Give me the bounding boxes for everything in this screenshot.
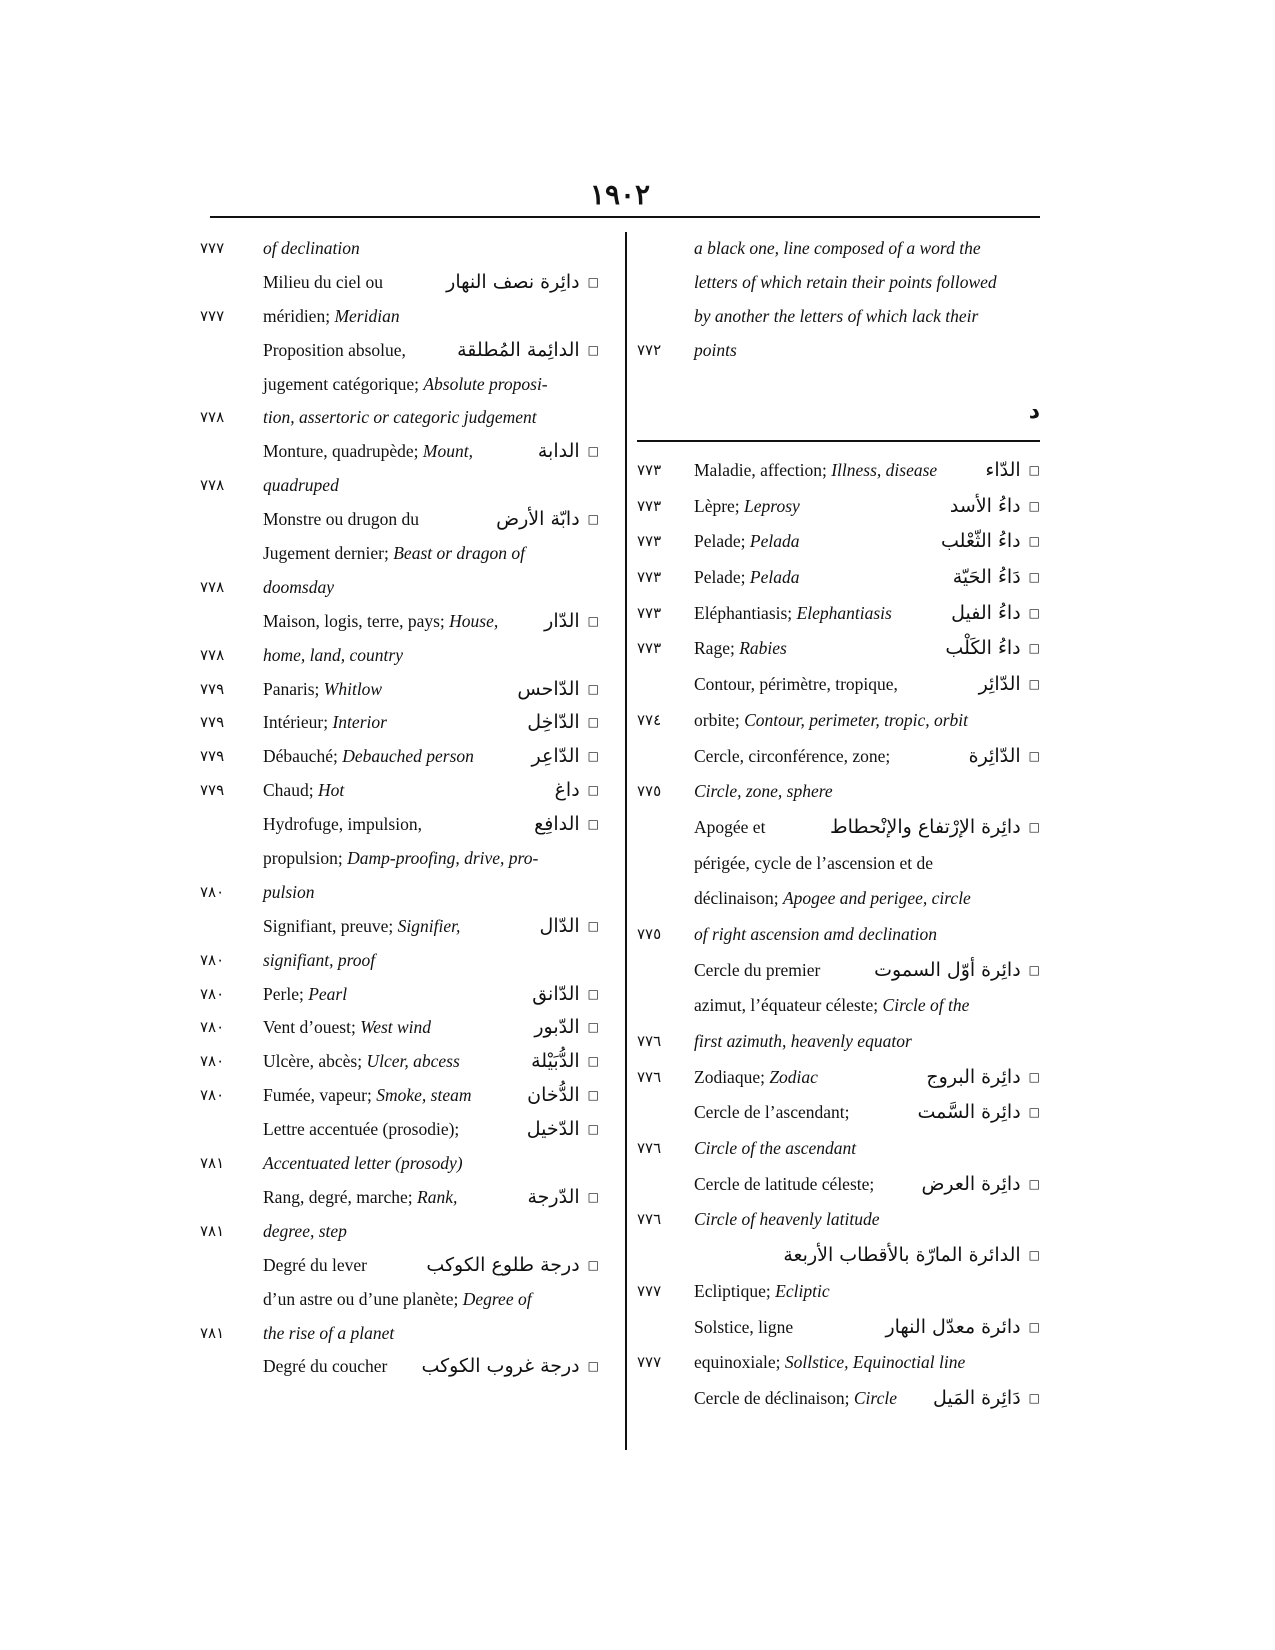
entry-definition: Monture, quadrupède; Mount, bbox=[263, 441, 473, 462]
entry-number: ٧٨١ bbox=[200, 1323, 225, 1342]
column-divider bbox=[625, 232, 627, 1450]
left-entry-row bbox=[200, 740, 615, 774]
entry-number: ٧٧٧ bbox=[200, 306, 225, 325]
right-entry-row bbox=[637, 953, 1040, 989]
entry-definition: périgée, cycle de l’ascension et de bbox=[694, 852, 934, 873]
left-entry-row bbox=[200, 978, 615, 1012]
left-entry-row bbox=[200, 1147, 615, 1181]
entry-definition: pulsion bbox=[263, 881, 315, 902]
entry-definition: azimut, l’équateur céleste; Circle of the bbox=[694, 995, 970, 1016]
entry-number: ٧٧٨ bbox=[200, 577, 225, 596]
entry-definition: Cercle de déclinaison; Circle bbox=[694, 1387, 897, 1408]
entry-bullet-icon: □ bbox=[1028, 463, 1040, 477]
entry-definition: Degré du lever bbox=[263, 1254, 367, 1275]
left-entry-row bbox=[200, 266, 615, 300]
continued-row bbox=[637, 266, 1040, 300]
entry-definition: signifiant, proof bbox=[263, 949, 376, 970]
entry-definition: Apogée et bbox=[694, 816, 766, 837]
left-entry-row bbox=[200, 842, 615, 876]
entry-number: ٧٧٣ bbox=[637, 568, 662, 587]
right-entry-row bbox=[637, 560, 1040, 596]
entry-bullet-icon: □ bbox=[1028, 534, 1040, 549]
entry-number: ٧٧٣ bbox=[637, 461, 662, 479]
entry-definition: of declination bbox=[263, 238, 360, 258]
entry-bullet-icon: □ bbox=[587, 1122, 599, 1137]
left-entry-row bbox=[200, 1350, 615, 1384]
header-rule bbox=[210, 216, 1040, 218]
entry-number: ٧٧٣ bbox=[637, 496, 662, 515]
right-entry-row bbox=[637, 489, 1040, 525]
entry-definition: home, land, country bbox=[263, 644, 403, 665]
entry-definition: Jugement dernier; Beast or dragon of bbox=[263, 543, 525, 564]
entry-bullet-icon: □ bbox=[587, 681, 599, 696]
entry-definition: degree, step bbox=[263, 1220, 347, 1241]
entry-headword: □دائِرة السَّمت bbox=[917, 1101, 1040, 1124]
left-entry-row bbox=[200, 232, 615, 266]
continued-entry bbox=[637, 232, 1040, 368]
left-entry-row bbox=[200, 368, 615, 402]
entry-number: ٧٧٣ bbox=[637, 639, 662, 658]
entry-definition: Accentuated letter (prosody) bbox=[263, 1153, 463, 1174]
entry-definition: doomsday bbox=[263, 576, 334, 597]
entry-bullet-icon: □ bbox=[587, 444, 599, 459]
entry-bullet-icon: □ bbox=[587, 918, 599, 933]
entry-definition: Circle, zone, sphere bbox=[694, 781, 833, 802]
left-column bbox=[200, 232, 615, 1384]
entry-definition: Lèpre; Leprosy bbox=[694, 495, 800, 516]
left-entry-row bbox=[200, 1011, 615, 1045]
entry-definition: Monstre ou drugon du bbox=[263, 509, 420, 530]
left-entry-row bbox=[200, 469, 615, 503]
entry-number: ٧٧٢ bbox=[637, 340, 662, 359]
entry-number: ٧٧٦ bbox=[637, 1139, 662, 1158]
entry-headword: □دائرة معدّل النهار bbox=[885, 1315, 1040, 1338]
entry-headword: □الدّاعِر bbox=[531, 745, 599, 768]
entry-bullet-icon: □ bbox=[587, 1088, 599, 1103]
left-entry-row bbox=[200, 435, 615, 469]
right-entry-row bbox=[637, 881, 1040, 917]
left-entry-row bbox=[200, 706, 615, 740]
right-entry-row bbox=[637, 524, 1040, 560]
entry-definition: Milieu du ciel ou bbox=[263, 271, 384, 292]
entry-number: ٧٨٠ bbox=[200, 950, 225, 969]
entry-definition: the rise of a planet bbox=[263, 1322, 395, 1343]
right-entry-row bbox=[637, 1345, 1040, 1381]
entry-definition: points bbox=[694, 339, 737, 360]
entry-number: ٧٧٤ bbox=[637, 710, 662, 729]
entry-definition: Panaris; Whitlow bbox=[263, 678, 383, 699]
left-entry-row bbox=[200, 401, 615, 435]
entry-definition: Fumée, vapeur; Smoke, steam bbox=[263, 1085, 472, 1106]
entry-bullet-icon: □ bbox=[1028, 677, 1040, 692]
entry-bullet-icon: □ bbox=[1028, 1105, 1040, 1120]
entry-definition: Ecliptique; Ecliptic bbox=[694, 1280, 830, 1301]
entry-number: ٧٧٦ bbox=[637, 1032, 662, 1050]
entry-definition: jugement catégorique; Absolute proposi- bbox=[263, 373, 548, 394]
entry-bullet-icon: □ bbox=[587, 512, 599, 527]
left-entry-row bbox=[200, 673, 615, 707]
right-column bbox=[637, 232, 1040, 1409]
entry-definition: Vent d’ouest; West wind bbox=[263, 1017, 432, 1038]
right-entry-row bbox=[637, 1167, 1040, 1203]
entry-bullet-icon: □ bbox=[1028, 1176, 1040, 1191]
entry-bullet-icon: □ bbox=[1028, 819, 1040, 834]
left-entry-row bbox=[200, 910, 615, 944]
entry-definition: Intérieur; Interior bbox=[263, 712, 387, 733]
entry-definition: Pelade; Pelada bbox=[694, 567, 800, 588]
entry-headword: □الدّبور bbox=[534, 1016, 599, 1039]
entry-definition: Rage; Rabies bbox=[694, 638, 787, 659]
left-entry-row bbox=[200, 1079, 615, 1113]
entry-number: ٧٨٠ bbox=[200, 1086, 225, 1105]
entry-definition: Degré du coucher bbox=[263, 1356, 388, 1377]
right-entry-row bbox=[637, 1202, 1040, 1238]
continued-row bbox=[637, 300, 1040, 334]
entry-definition: Circle of heavenly latitude bbox=[694, 1209, 880, 1230]
entry-bullet-icon: □ bbox=[587, 613, 599, 628]
entry-definition: Maladie, affection; Illness, disease bbox=[694, 460, 938, 480]
left-entry-row bbox=[200, 334, 615, 368]
entry-number: ٧٧٨ bbox=[200, 408, 225, 427]
entry-definition: Zodiaque; Zodiac bbox=[694, 1066, 818, 1087]
left-entry-row bbox=[200, 639, 615, 673]
entry-definition: Contour, périmètre, tropique, bbox=[694, 674, 898, 695]
entry-bullet-icon: □ bbox=[587, 1257, 599, 1272]
entry-bullet-icon: □ bbox=[587, 1054, 599, 1069]
entry-number: ٧٧٣ bbox=[637, 532, 662, 551]
entry-definition: Lettre accentuée (prosodie); bbox=[263, 1119, 460, 1140]
entry-definition: by another the letters of which lack their bbox=[694, 305, 979, 326]
entry-bullet-icon: □ bbox=[587, 749, 599, 764]
entry-headword: □الدّاء bbox=[985, 459, 1040, 481]
entry-definition: Chaud; Hot bbox=[263, 780, 345, 801]
entry-definition: orbite; Contour, perimeter, tropic, orbit bbox=[694, 709, 968, 730]
entry-headword: □دائِرة الإرْتفاع والإنْحطاط bbox=[830, 815, 1040, 838]
entry-number: ٧٧٩ bbox=[200, 713, 225, 732]
left-entry-row bbox=[200, 571, 615, 605]
entry-headword: □دابّة الأرض bbox=[496, 508, 599, 531]
left-entry-row bbox=[200, 537, 615, 571]
left-entry-row bbox=[200, 1215, 615, 1249]
entry-number: ٧٨١ bbox=[200, 1221, 225, 1240]
right-entry-row bbox=[637, 1310, 1040, 1346]
entry-definition: Hydrofuge, impulsion, bbox=[263, 814, 422, 835]
entry-headword: □الدائرة المارّة بالأقطاب الأربعة bbox=[783, 1244, 1040, 1267]
entry-bullet-icon: □ bbox=[1028, 1069, 1040, 1084]
entry-definition: letters of which retain their points followed bbox=[694, 271, 997, 292]
entry-number: ٧٧٧ bbox=[200, 239, 225, 257]
left-entry-row bbox=[200, 1045, 615, 1079]
right-entry-row bbox=[637, 810, 1040, 846]
entry-bullet-icon: □ bbox=[1028, 1319, 1040, 1334]
left-entry-row bbox=[200, 774, 615, 808]
entry-definition: first azimuth, heavenly equator bbox=[694, 1031, 912, 1051]
entry-headword: □داءُ الكَلْب bbox=[945, 637, 1040, 660]
right-entry-row bbox=[637, 739, 1040, 775]
entry-definition: equinoxiale; Sollstice, Equinoctial line bbox=[694, 1352, 966, 1373]
entry-definition: Cercle de latitude céleste; bbox=[694, 1173, 875, 1194]
left-entry-row bbox=[200, 1283, 615, 1317]
entry-number: ٧٧٨ bbox=[200, 476, 225, 495]
entry-headword: □الدّال bbox=[539, 914, 599, 937]
right-entry-row bbox=[637, 596, 1040, 632]
right-entry-row bbox=[637, 453, 1040, 489]
entry-definition: Proposition absolue, bbox=[263, 339, 406, 360]
entry-definition: Cercle, circonférence, zone; bbox=[694, 745, 891, 766]
right-entry-row bbox=[637, 846, 1040, 882]
entry-headword: □الدّخيل bbox=[526, 1118, 599, 1141]
entry-bullet-icon: □ bbox=[587, 986, 599, 1001]
right-entries bbox=[637, 453, 1040, 1417]
entry-number: ٧٨٠ bbox=[200, 1018, 225, 1037]
entry-headword: □الدّانق bbox=[532, 982, 599, 1005]
entry-headword: □الدُّخان bbox=[527, 1084, 599, 1107]
entry-headword: □الدّاحس bbox=[517, 677, 599, 700]
entry-bullet-icon: □ bbox=[587, 1359, 599, 1374]
entry-number: ٧٧٩ bbox=[200, 747, 225, 766]
entry-definition: Pelade; Pelada bbox=[694, 531, 800, 552]
right-entry-row bbox=[637, 1381, 1040, 1417]
entry-headword: □درجة طلوع الكوكب bbox=[426, 1253, 599, 1276]
entry-headword: □الدّائِر bbox=[978, 673, 1040, 696]
entry-definition: Ulcère, abcès; Ulcer, abcess bbox=[263, 1051, 460, 1072]
right-entry-row bbox=[637, 1024, 1040, 1060]
left-entry-row bbox=[200, 503, 615, 537]
entry-definition: propulsion; Damp-proofing, drive, pro- bbox=[263, 848, 539, 869]
left-entry-row bbox=[200, 1113, 615, 1147]
entry-number: ٧٧٥ bbox=[637, 782, 662, 801]
continued-row bbox=[637, 232, 1040, 266]
right-entry-row bbox=[637, 1060, 1040, 1096]
right-entry-row bbox=[637, 703, 1040, 739]
entry-definition: Cercle de l’ascendant; bbox=[694, 1102, 850, 1123]
entry-definition: quadruped bbox=[263, 475, 339, 496]
entry-headword: □داغ bbox=[554, 779, 599, 802]
entry-definition: tion, assertoric or categoric judgement bbox=[263, 407, 537, 428]
entry-headword: □دَائِرة المَيل bbox=[932, 1386, 1040, 1409]
entry-headword: □الدائِمة المُطلقة bbox=[457, 338, 599, 361]
entry-definition: déclinaison; Apogee and perigee, circle bbox=[694, 888, 971, 909]
left-entry-row bbox=[200, 808, 615, 842]
entry-definition: Eléphantiasis; Elephantiasis bbox=[694, 602, 892, 623]
entry-definition: Signifiant, preuve; Signifier, bbox=[263, 915, 461, 936]
left-entry-row bbox=[200, 1249, 615, 1283]
entry-number: ٧٧٧ bbox=[637, 1281, 662, 1300]
right-entry-row bbox=[637, 631, 1040, 667]
entry-bullet-icon: □ bbox=[587, 715, 599, 730]
entry-number: ٧٨٠ bbox=[200, 984, 225, 1003]
left-entry-row bbox=[200, 1181, 615, 1215]
right-entry-row bbox=[637, 1095, 1040, 1131]
entry-definition: Rang, degré, marche; Rank, bbox=[263, 1186, 458, 1207]
entry-bullet-icon: □ bbox=[587, 1189, 599, 1204]
entry-number: ٧٨١ bbox=[200, 1154, 225, 1173]
entry-bullet-icon: □ bbox=[1028, 1248, 1040, 1263]
entry-bullet-icon: □ bbox=[587, 817, 599, 832]
left-entry-row bbox=[200, 944, 615, 978]
entry-headword: □الدافِع bbox=[534, 813, 599, 836]
entry-bullet-icon: □ bbox=[587, 274, 599, 289]
entry-definition: d’un astre ou d’une planète; Degree of bbox=[263, 1288, 532, 1309]
entry-definition: Cercle du premier bbox=[694, 959, 821, 980]
entry-headword: □دائِرة أوّل السموت bbox=[874, 958, 1040, 981]
entry-bullet-icon: □ bbox=[1028, 962, 1040, 977]
left-entry-row bbox=[200, 1317, 615, 1351]
entry-number: ٧٧٩ bbox=[200, 781, 225, 800]
entry-definition: Débauché; Debauched person bbox=[263, 746, 474, 767]
left-entry-row bbox=[200, 605, 615, 639]
right-entry-row bbox=[637, 667, 1040, 703]
entry-definition: méridien; Meridian bbox=[263, 305, 400, 326]
entry-number: ٧٧٨ bbox=[200, 645, 225, 664]
entry-number: ٧٧٦ bbox=[637, 1210, 662, 1229]
right-entry-row bbox=[637, 917, 1040, 953]
entry-headword: □دائِرة نصف النهار bbox=[446, 270, 599, 293]
section-rule bbox=[637, 440, 1040, 442]
continued-row bbox=[637, 334, 1040, 368]
entry-number: ٧٧٦ bbox=[637, 1067, 662, 1086]
entry-headword: □داءُ الثّعْلب bbox=[941, 530, 1040, 553]
entry-bullet-icon: □ bbox=[1028, 498, 1040, 513]
section-letter: د bbox=[1028, 399, 1040, 424]
entry-headword: □داءُ الأسد bbox=[949, 494, 1040, 517]
entry-headword: □الدُّبَيْلة bbox=[531, 1050, 599, 1073]
entry-number: ٧٨٠ bbox=[200, 1052, 225, 1071]
entry-headword: □الدّاخِل bbox=[527, 711, 599, 734]
entry-bullet-icon: □ bbox=[1028, 748, 1040, 763]
right-entry-row bbox=[637, 1131, 1040, 1167]
entry-headword: □الدّرجة bbox=[527, 1185, 599, 1208]
entry-definition: of right ascension amd declination bbox=[694, 923, 938, 944]
left-entry-row bbox=[200, 300, 615, 334]
entry-bullet-icon: □ bbox=[1028, 641, 1040, 656]
right-entry-row bbox=[637, 988, 1040, 1024]
entry-bullet-icon: □ bbox=[587, 783, 599, 798]
entry-definition: Solstice, ligne bbox=[694, 1316, 794, 1337]
entry-bullet-icon: □ bbox=[1028, 605, 1040, 620]
entry-number: ٧٨٠ bbox=[200, 882, 225, 901]
entry-headword: □دَاءُ الحَيّة bbox=[952, 566, 1040, 589]
entry-bullet-icon: □ bbox=[1028, 570, 1040, 585]
entry-number: ٧٧٧ bbox=[637, 1353, 662, 1372]
entry-definition: a black one, line composed of a word the bbox=[694, 238, 981, 258]
right-entry-row bbox=[637, 1238, 1040, 1274]
entry-headword: □الدّار bbox=[544, 609, 599, 632]
entry-number: ٧٧٩ bbox=[200, 679, 225, 698]
entry-definition: Circle of the ascendant bbox=[694, 1138, 857, 1159]
right-entry-row bbox=[637, 774, 1040, 810]
left-entry-row bbox=[200, 876, 615, 910]
entry-definition: Perle; Pearl bbox=[263, 983, 348, 1004]
entry-definition: Maison, logis, terre, pays; House, bbox=[263, 610, 499, 631]
entry-bullet-icon: □ bbox=[1028, 1390, 1040, 1405]
right-entry-row bbox=[637, 1274, 1040, 1310]
entry-headword: □درجة غروب الكوكب bbox=[421, 1355, 599, 1378]
entry-number: ٧٧٣ bbox=[637, 603, 662, 622]
page-number: ١٩٠٢ bbox=[589, 180, 651, 211]
entry-headword: □الدّائِرة bbox=[968, 744, 1040, 767]
entry-headword: □الدابة bbox=[537, 440, 599, 463]
entry-bullet-icon: □ bbox=[587, 1020, 599, 1035]
entry-headword: □داءُ الفيل bbox=[951, 601, 1040, 624]
entry-headword: □دائِرة العرض bbox=[921, 1172, 1040, 1195]
entry-headword: □دائِرة البروج bbox=[926, 1065, 1040, 1088]
entry-number: ٧٧٥ bbox=[637, 924, 662, 943]
entry-bullet-icon: □ bbox=[587, 342, 599, 357]
